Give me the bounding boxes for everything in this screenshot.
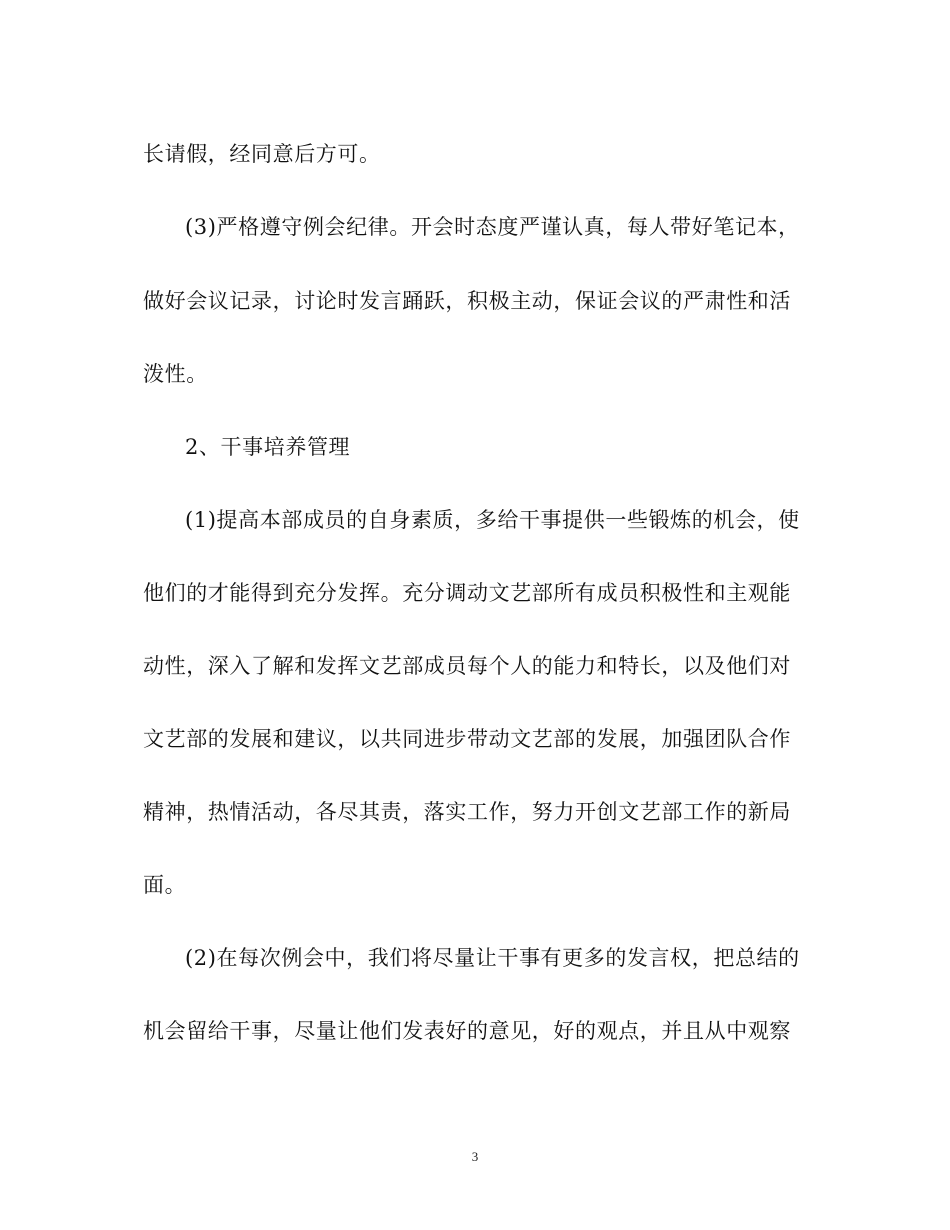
text-line: (1)提高本部成员的自身素质，多给干事提供一些锻炼的机会，使 [185, 508, 800, 532]
text-line: 泼性。 [143, 362, 208, 386]
text-line: 他们的才能得到充分发挥。充分调动文艺部所有成员积极性和主观能 [143, 581, 791, 605]
text-line: (2)在每次例会中，我们将尽量让干事有更多的发言权，把总结的 [185, 946, 800, 970]
text-line: (3)严格遵守例会纪律。开会时态度严谨认真，每人带好笔记本， [185, 215, 800, 239]
text-line: 精神，热情活动，各尽其责，落实工作，努力开创文艺部工作的新局 [143, 800, 791, 824]
text-line: 面。 [143, 873, 187, 897]
text-line: 机会留给干事，尽量让他们发表好的意见，好的观点，并且从中观察 [143, 1019, 791, 1043]
page-number: 3 [471, 1149, 479, 1164]
text-line: 长请假，经同意后方可。 [143, 142, 381, 166]
text-line: 文艺部的发展和建议，以共同进步带动文艺部的发展，加强团队合作 [143, 727, 791, 751]
section-heading: 2、干事培养管理 [185, 435, 351, 459]
text-line: 动性，深入了解和发挥文艺部成员每个人的能力和特长，以及他们对 [143, 654, 791, 678]
text-line: 做好会议记录，讨论时发言踊跃，积极主动，保证会议的严肃性和活 [143, 289, 791, 313]
